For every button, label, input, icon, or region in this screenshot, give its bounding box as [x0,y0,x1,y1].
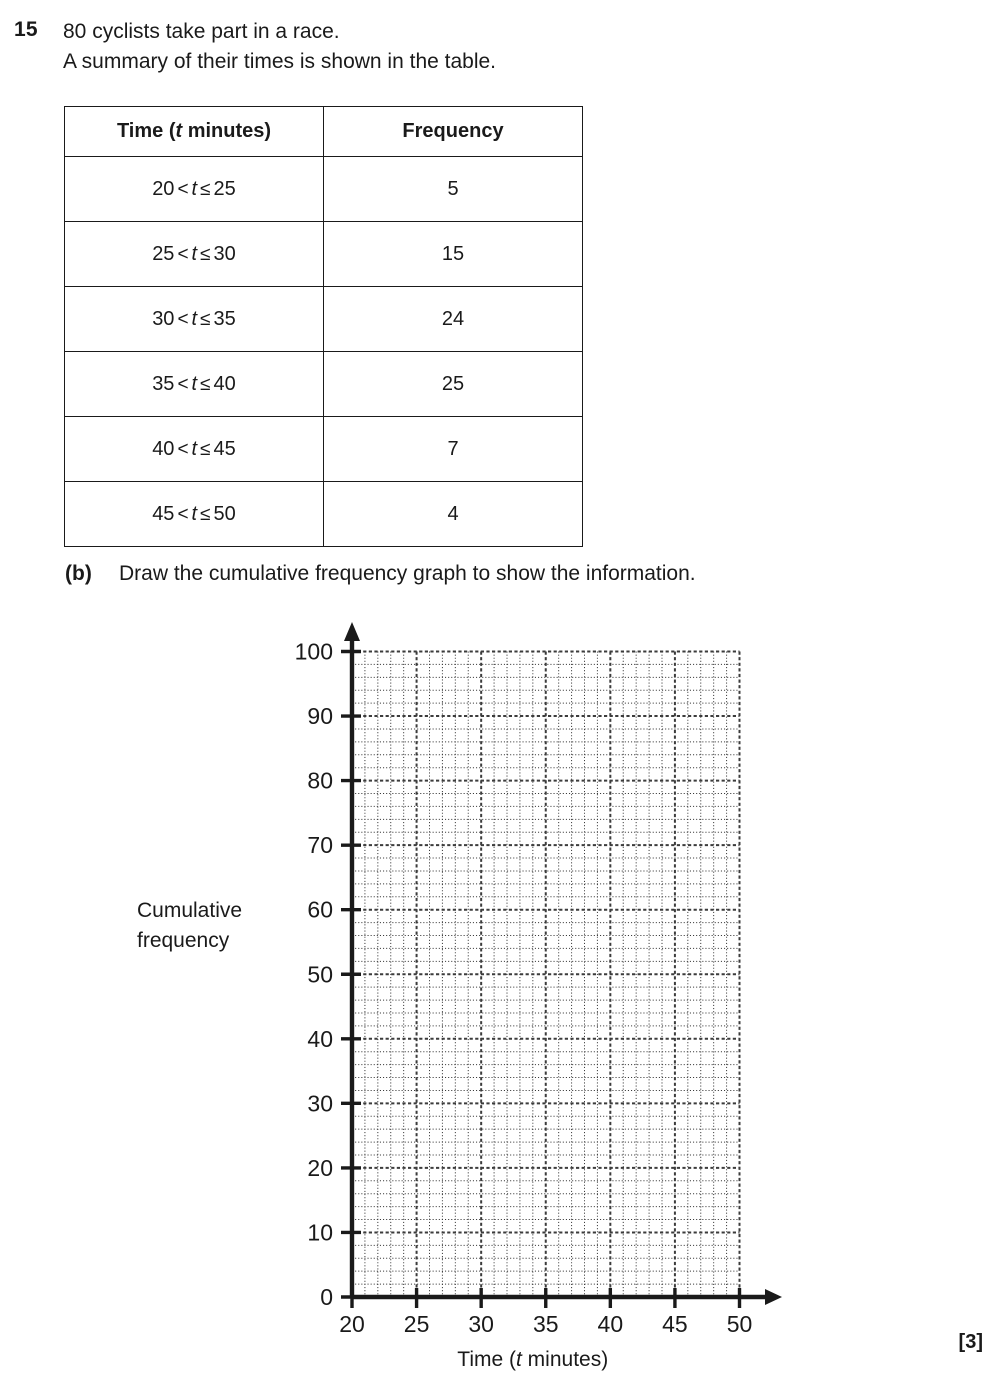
cell-frequency: 7 [324,417,583,482]
question-line-1: 80 cyclists take part in a race. [63,20,340,43]
range-rel-1: < [177,308,189,330]
x-axis-title-var: t [516,1348,522,1371]
y-axis-tick-label: 50 [307,961,333,988]
axes [344,622,782,1305]
y-axis-tick-label: 40 [307,1025,333,1052]
y-axis-tick-label: 80 [307,767,333,794]
range-var: t [191,177,198,200]
x-axis-tick-label: 30 [468,1311,494,1337]
cell-frequency: 24 [324,287,583,352]
range-upper: 35 [213,307,236,330]
range-upper: 45 [213,437,236,460]
column-header-time-suffix: minutes) [182,120,272,142]
range-lower: 40 [152,437,175,460]
y-axis-tick-label: 90 [307,703,333,730]
range-var: t [191,502,198,525]
range-lower: 30 [152,307,175,330]
range-rel-1: < [177,438,189,460]
x-axis-arrowhead [765,1289,782,1305]
range-rel-2: ≤ [200,438,211,460]
x-axis-tick-label: 45 [662,1311,688,1337]
range-upper: 50 [213,502,236,525]
y-axis-tick-label: 10 [307,1219,333,1246]
y-axis-tick-label: 20 [307,1154,333,1181]
range-rel-2: ≤ [200,503,211,525]
range-lower: 35 [152,372,175,395]
range-var: t [191,372,198,395]
x-axis-tick-label: 50 [726,1311,753,1337]
part-b-tag: (b) [65,562,92,585]
x-axis-tick-label: 40 [597,1311,624,1337]
range-rel-2: ≤ [200,373,211,395]
range-upper: 25 [213,177,236,200]
range-lower: 25 [152,242,175,265]
cell-frequency: 4 [324,482,583,547]
range-rel-2: ≤ [200,178,211,200]
column-header-frequency: Frequency [324,107,583,157]
range-upper: 40 [213,372,236,395]
y-axis-tick-label: 30 [307,1090,333,1117]
x-axis-tick-label: 25 [403,1311,430,1337]
range-var: t [191,242,198,265]
y-axis-tick-label: 100 [294,638,333,665]
range-rel-2: ≤ [200,308,211,330]
range-rel-1: < [177,503,189,525]
x-axis-title-prefix: Time ( [457,1348,517,1371]
grid-lines [352,652,740,1298]
x-axis-title [457,1348,608,1371]
range-rel-2: ≤ [200,243,211,265]
cell-frequency: 5 [324,157,583,222]
cell-frequency: 15 [324,222,583,287]
range-var: t [191,307,198,330]
y-axis-label-line-1: Cumulative [137,899,243,922]
column-header-time-prefix: Time ( [116,120,176,142]
y-axis-label-line-2: frequency [137,929,230,952]
question-line-2: A summary of their times is shown in the table. [63,50,497,73]
question-number: 15 [14,18,38,41]
y-axis-tick-label: 60 [307,896,333,923]
y-axis-arrowhead [344,622,360,641]
x-axis-title-suffix: minutes) [521,1348,609,1371]
range-upper: 30 [213,242,236,265]
range-rel-1: < [177,243,189,265]
x-axis-tick-label: 20 [339,1311,365,1337]
range-lower: 20 [152,177,175,200]
range-lower: 45 [152,502,175,525]
range-rel-1: < [177,373,189,395]
part-b-text: Draw the cumulative frequency graph to show the information. [119,562,696,585]
marks-label: [3] [958,1331,983,1353]
y-axis-tick-label: 70 [307,832,333,859]
y-axis-tick-label: 0 [320,1284,333,1310]
range-rel-1: < [177,178,189,200]
range-var: t [191,437,198,460]
cell-frequency: 25 [324,352,583,417]
x-axis-tick-label: 35 [532,1311,559,1337]
column-header-time-var: t [175,120,183,142]
